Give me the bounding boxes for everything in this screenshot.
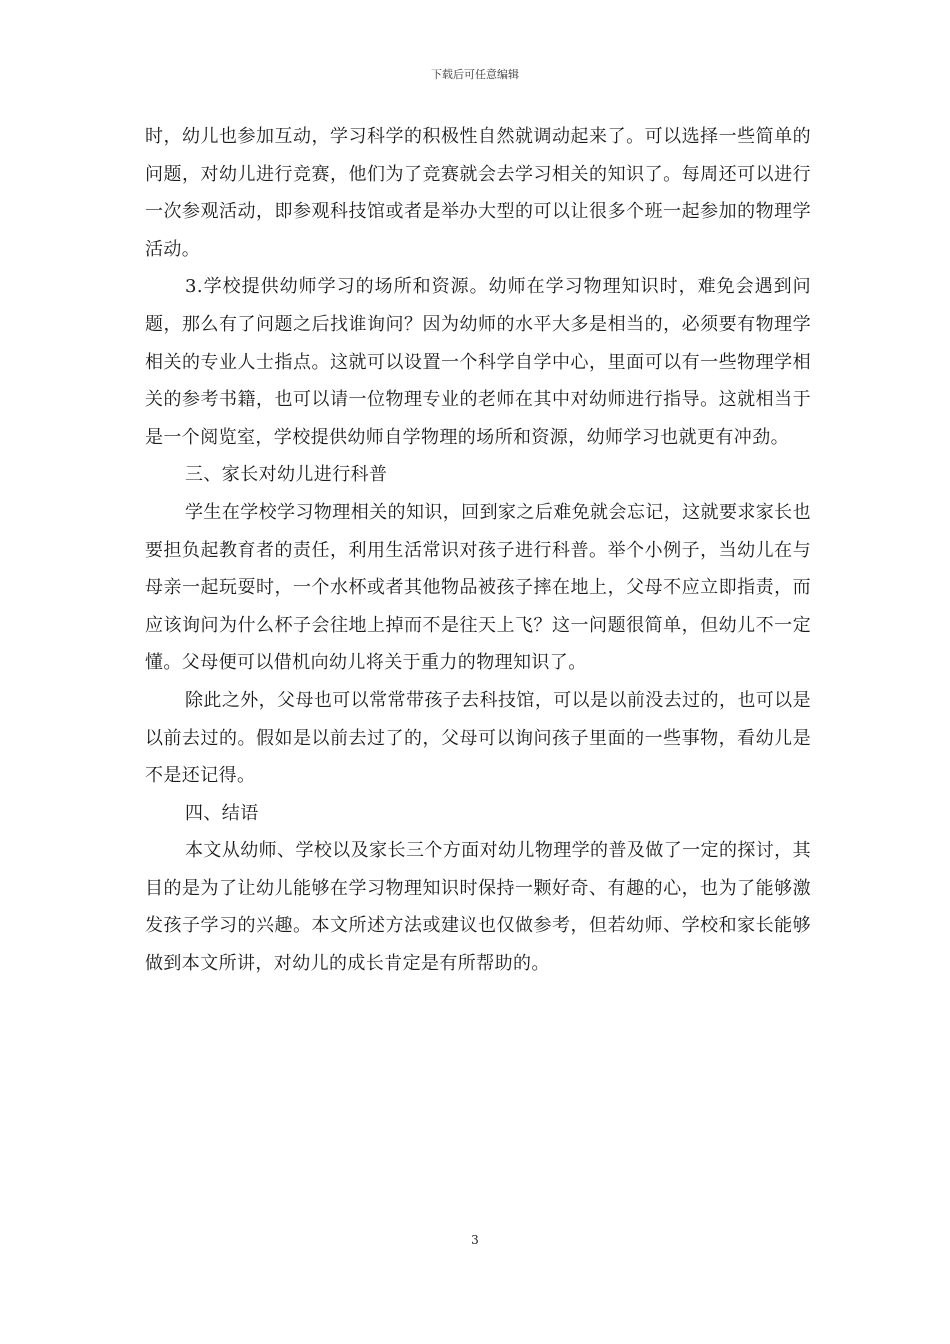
page-header: 下载后可任意编辑 bbox=[431, 68, 519, 81]
page-number: 3 bbox=[471, 1233, 479, 1247]
paragraph-school-resources: 3.学校提供幼师学习的场所和资源。幼师在学习物理知识时，难免会遇到问题，那么有了问题之后找谁询问？因为幼师的水平大多是相当的，必须要有物理学相关的专业人士指点。这就可以设置一个科学自学中心，里面可以有一些物理学相关的参考书籍，也可以请一位物理专业的老师在其中对幼师进行指导。这就相当于是一个阅览室，学校提供幼师自学物理的场所和资源，幼师学习也就更有冲劲。 bbox=[145, 276, 811, 448]
section-heading-conclusion: 四、结语 bbox=[185, 802, 259, 824]
paragraph-parents-science: 学生在学校学习物理相关的知识，回到家之后难免就会忘记，这就要求家长也要担负起教育者的责任，利用生活常识对孩子进行科普。举个小例子，当幼儿在与母亲一起玩耍时，一个水杯或者其他物品被孩子摔在地上，父母不应立即指责，而应该询问为什么杯子会往地上掉而不是往天上飞？这一问题很简单，但幼儿不一定懂。父母便可以借机向幼儿将关于重力的物理知识了。 bbox=[145, 501, 811, 674]
paragraph-continuation: 时，幼儿也参加互动，学习科学的积极性自然就调动起来了。可以选择一些简单的问题，对幼儿进行竞赛，他们为了竞赛就会去学习相关的知识了。每周还可以进行一次参观活动，即参观科技馆或者是举办大型的可以让很多个班一起参加的物理学活动。 bbox=[145, 126, 811, 260]
section-heading-parents: 三、家长对幼儿进行科普 bbox=[185, 464, 388, 486]
paragraph-conclusion: 本文从幼师、学校以及家长三个方面对幼儿物理学的普及做了一定的探讨，其目的是为了让幼儿能够在学习物理知识时保持一颗好奇、有趣的心，也为了能够激发孩子学习的兴趣。本文所述方法或建议也仅做参考，但若幼师、学校和家长能够做到本文所讲，对幼儿的成长肯定是有所帮助的。 bbox=[145, 840, 811, 975]
paragraph-science-museum: 除此之外，父母也可以常常带孩子去科技馆，可以是以前没去过的，也可以是以前去过的。假如是以前去过了的，父母可以询问孩子里面的一些事物，看幼儿是不是还记得。 bbox=[145, 689, 811, 787]
document-body bbox=[145, 118, 811, 983]
